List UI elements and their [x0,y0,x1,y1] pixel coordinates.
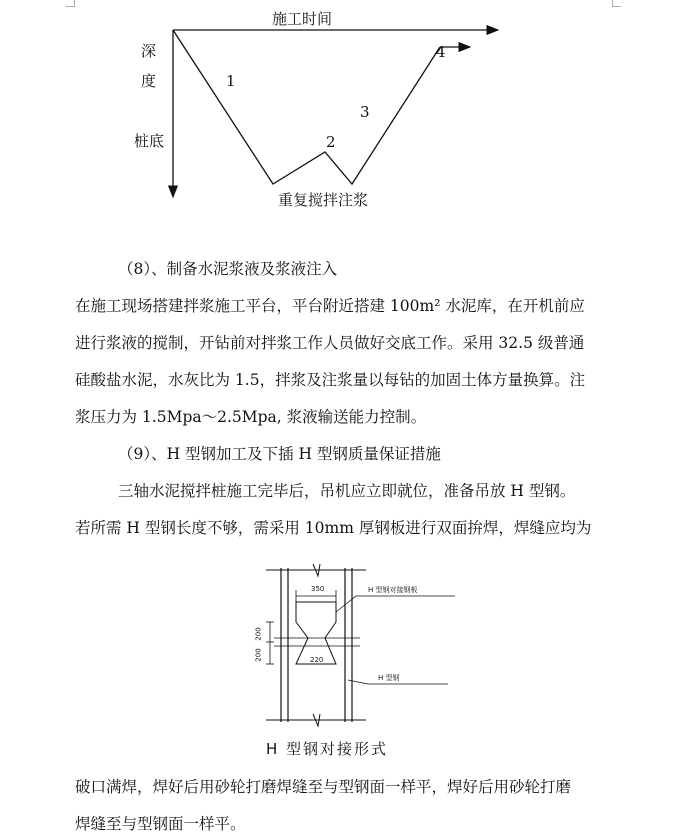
section-8-line: 硅酸盐水泥，水灰比为 1.5，拌浆及注浆量以每钻的加固土体方量换算。注 [75,371,586,389]
section-8-line: 进行浆液的搅制，开钻前对拌浆工作人员做好交底工作。采用 32.5 级普通 [75,334,585,352]
section-8-line: 在施工现场搭建拌浆施工平台，平台附近搭建 100m² 水泥库，在开机前应 [75,297,585,315]
h-beam-label: H 型钢 [378,674,400,682]
section-9-heading: （9）、H 型钢加工及下插 H 型钢质量保证措施 [118,445,441,463]
depth-label-1: 深 [141,42,157,60]
stage-label-3: 3 [360,103,370,121]
section-9-line-2: 若所需 H 型钢长度不够，需采用 10mm 厚钢板进行双面拚焊，焊缝应均为 [75,519,592,537]
splice-plate-label: H 型钢对接钢板 [368,586,418,594]
stage-label-1: 1 [226,72,236,90]
pile-bottom-label: 桩底 [134,132,165,150]
closing-line-1: 破口满焊，焊好后用砂轮打磨焊缝至与型钢面一样平，焊好后用砂轮打磨 [75,778,572,796]
h-beam-splice-drawing [0,560,688,730]
section-8-heading: （8）、制备水泥浆液及浆液注入 [118,260,338,278]
stage-label-2: 2 [326,133,336,151]
time-axis-label: 施工时间 [272,10,333,28]
closing-line-2: 焊缝至与型钢面一样平。 [75,815,246,833]
section-8-line: 浆压力为 1.5Mpa～2.5Mpa, 浆液输送能力控制。 [75,408,427,426]
dim-200-lower: 200 [254,648,263,662]
dim-200-upper: 200 [254,627,263,641]
depth-label-2: 度 [141,72,157,90]
splice-drawing-caption: H 型钢对接形式 [266,740,389,758]
section-9-line-1: 三轴水泥搅拌桩施工完毕后，吊机应立即就位，准备吊放 H 型钢。 [118,482,576,500]
process-path [173,30,440,184]
dim-220: 220 [310,656,324,664]
mixing-process-diagram [0,0,688,220]
dim-350: 350 [311,585,325,593]
stage-label-4: 4 [436,43,446,61]
repeat-mixing-label: 重复搅拌注浆 [278,191,369,209]
